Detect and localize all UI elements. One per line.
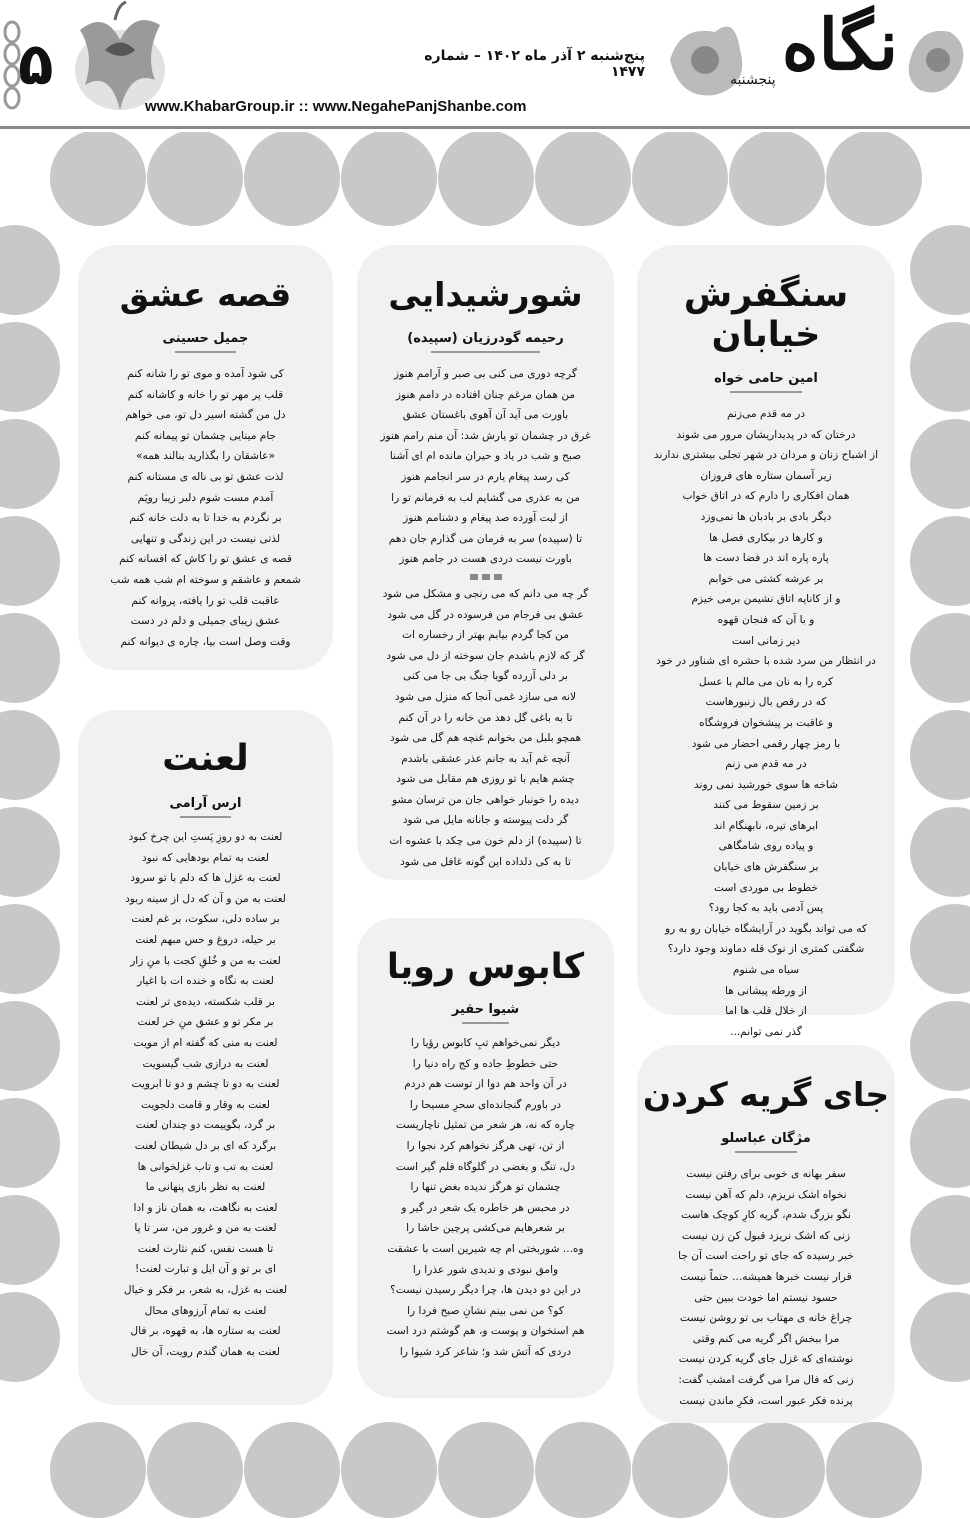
poem-line: عشق زیبای جمیلی و دلم در دست	[130, 615, 281, 628]
poem-line: خطوط بی موردی است	[714, 881, 818, 894]
poem-line: بر شعرهایم می‌کشی پرچین حاشا را	[406, 1222, 565, 1235]
decorative-circle	[910, 225, 970, 315]
poem-line: دیر زمانی است	[731, 634, 801, 647]
decorative-circle	[50, 130, 146, 226]
poem-line: دل، تنگ و بغضی در گلوگاه قلم گیر است	[395, 1160, 576, 1173]
poem-line: در محبس هر خاطره یک شعر در گیر و	[401, 1201, 570, 1214]
decorative-circle	[910, 322, 970, 412]
poem-line: برگرد که ای بر دل شیطان لعنت	[134, 1139, 277, 1152]
decorative-circle	[147, 130, 243, 226]
poem-line: دیگر بادی بر بادبان ها نمی‌وزد	[700, 510, 832, 523]
poem-line: گرچه دوری می کنی بی صبر و آرامم هنوز	[394, 368, 577, 380]
poem-line: تا (سپیده) از دلم خون می چکد با عشوه ات	[389, 835, 582, 848]
poem-line: کی رسد پیغام یارم در سر انجامم هنوز	[401, 470, 570, 483]
article-title: قصه عشق	[119, 275, 292, 314]
website-links[interactable]: www.KhabarGroup.ir :: www.NegahePanjShanbe.com	[145, 98, 527, 115]
poem-lines	[637, 404, 895, 1042]
poem-line: لعنت به من و آن که دل از سینه ربود	[125, 892, 286, 905]
article-shourshidaei	[357, 245, 614, 880]
poem-line: لعنت به دو تا چشم و دو تا ابرویت	[131, 1078, 280, 1091]
poem-line: لذتی نیست در این زندگی و تنهایی	[130, 532, 281, 545]
decorative-circle	[910, 1195, 970, 1285]
poem-line: قرار نیست خبرها همیشه... حتماً نیست	[680, 1270, 852, 1283]
poem-line: که می تواند بگوید در آرایشگاه خیابان رو به رو	[664, 922, 868, 935]
chain-ornament	[0, 20, 70, 120]
decorative-circle	[826, 1422, 922, 1518]
poem-line: لعنت به تب و تاب غزلخوانی ها	[137, 1160, 274, 1173]
poem-line: «عاشقان را بگذارید بنالند همه»	[136, 450, 275, 463]
poem-line: چاره که نه، هر شعر من تمثیل ناچاریست	[395, 1119, 576, 1132]
article-title: جای گریه کردن	[642, 1075, 890, 1114]
poem-line: در باورم گنجانده‌ای سحرِ مسیحا را	[409, 1098, 562, 1111]
poem-lines	[78, 827, 333, 1362]
poem-line: من به عذری می گشایم لب به فرمانم تو را	[391, 491, 580, 504]
decorative-circle	[341, 1422, 437, 1518]
poem-line: و با آن که فنجان قهوه	[717, 613, 815, 626]
poem-line: در انتظار من سرد شده با حشره ای شناور در خود	[656, 655, 876, 668]
article-ghesse-eshgh	[78, 245, 333, 670]
poem-line: تا به کی دلداده این گونه غافل می شود	[400, 855, 571, 868]
poem-line: لعنت به تمام آرزوهای محال	[144, 1304, 267, 1317]
poem-line: بر مکر تو و عشق منِ خر لعنت	[137, 1016, 274, 1029]
poem-line: هم استخوان و پوست و، هم گوشتم درد است	[386, 1325, 585, 1338]
header-rule	[0, 126, 970, 129]
poem-line: همچو بلبل من بخوانم غنچه هم گل می شود	[389, 732, 582, 745]
issue-date: پنج‌شنبه ۲ آذر ماه ۱۴۰۲ – شماره ۱۴۷۷	[424, 48, 645, 80]
article-author: رحیمه گودرزیان (سپیده)	[407, 331, 563, 350]
article-author: امین حامی خواه	[714, 371, 818, 390]
decorative-circle	[910, 807, 970, 897]
poem-line: حسود نیستم اما خودت ببین حتی	[694, 1291, 838, 1304]
poem-lines	[357, 1033, 614, 1363]
poem-line: جام مینایی چشمان تو پیمانه کنم	[134, 429, 277, 442]
decorative-circle	[910, 516, 970, 606]
poem-line: در مه قدم می‌زنم	[726, 408, 806, 420]
poem-line: زنی که اشک نریزد قبول کن زن نیست	[681, 1229, 851, 1242]
poem-line: با رمز چهار رقمی احضار می شود	[691, 737, 841, 750]
article-sangfarsh	[637, 245, 895, 1038]
decorative-circle	[910, 1292, 970, 1382]
poem-line: لعنت به نگاهت، به همان ناز و ادا	[133, 1201, 278, 1214]
article-title: کابوس رویا	[386, 947, 585, 987]
poem-line: از خلال قلب ها اما	[725, 1005, 807, 1018]
decorative-circle	[50, 1422, 146, 1518]
poem-line: بر گرد، بگوییمت دو چندان لعنت	[135, 1119, 276, 1132]
poem-line: لعنت به ستاره ها، به قهوه، بر فال	[130, 1325, 281, 1338]
poem-line: خبر رسیده که جای تو راحت است آن جا	[678, 1250, 854, 1263]
poem-line: قصه ی عشق تو را کاش که افسانه کنم	[119, 553, 292, 566]
poem-line: لذت عشق تو بی ناله ی مستانه کنم	[127, 470, 284, 483]
poem-line: آنچه غم آید به جانم عذر عشقی باشدم	[401, 752, 570, 765]
poem-lines	[78, 364, 333, 652]
decorative-circle	[0, 516, 60, 606]
poem-lines-part-2	[357, 584, 614, 872]
poem-line: شاخه ها سوی خورشید نمی روند	[693, 778, 839, 791]
poem-line: باورت می آید آن آهوی باغستان عشق	[402, 409, 569, 422]
article-author: مژگان عباسلو	[721, 1131, 811, 1150]
poem-line: از لبت آورده صد پیغام و دشنامم هنوز	[403, 512, 568, 525]
decorative-circle	[910, 1001, 970, 1091]
poem-line: شمعم و عاشقم و سوخته ام شب همه شب	[110, 573, 301, 586]
poem-line: بر دلی آزرده گویا جنگ بی جا می کنی	[403, 670, 568, 683]
poem-line: شگفتی کمتری از نوک قله دماوند وجود دارد؟	[667, 943, 865, 956]
poem-line: لعنت به درازی شب گیسویت	[142, 1057, 269, 1070]
decorative-circle	[729, 1422, 825, 1518]
poem-line: قلب پر مهر تو را خانه و کاشانه کنم	[127, 388, 284, 401]
poem-line: سفر بهانه ی خوبی برای رفتن نیست	[686, 1168, 846, 1180]
decorative-circle	[0, 1292, 60, 1382]
decorative-circle	[244, 130, 340, 226]
poem-line: در این دو دیدن ها، چرا دیگر رسیدن نیست؟	[390, 1284, 581, 1297]
poem-line: بر سنگفرش های خیابان	[713, 861, 819, 874]
decorative-circle	[0, 613, 60, 703]
poem-line: تا (سپیده) سر به فرمان می گذارم جان دهم	[388, 532, 583, 545]
poem-line: وه... شوربختی ام چه شیرین است با عشقت	[387, 1242, 584, 1255]
decorative-circle	[0, 322, 60, 412]
poem-line: لعنت به دو روزِ پَستِ این چرخ کبود	[128, 831, 283, 843]
poem-line: لعنت به من و خُلقِ کجت با منِ زار	[130, 954, 281, 967]
poem-line: زنی که فال مرا می گرفت امشب گفت:	[678, 1373, 854, 1386]
poem-line: نوشته‌ای که غزل جای گریه کردن نیست	[678, 1353, 854, 1366]
poem-line: لعنت به من و غرور من، سر تا پا	[134, 1222, 277, 1235]
poem-line: همان افکاری را دارم که در اتاق خواب	[682, 490, 850, 503]
decorative-circle	[341, 130, 437, 226]
poem-line: کو؟ من نمی بینم نشانِ صبح فردا را	[407, 1304, 564, 1317]
decorative-circle	[910, 904, 970, 994]
poem-line: لعنت به همان گندم رویت، آن خال	[130, 1345, 281, 1358]
article-author: جمیل حسینی	[163, 331, 249, 350]
poem-line: لعنت به تمام بودهایی که نبود	[141, 851, 270, 864]
poem-line: دیده را خونبار خواهی جان من ترسان مشو	[392, 793, 579, 806]
poem-line: دل من گشته اسیر دل تو، می خواهم	[125, 409, 286, 422]
poem-line: درختان که در پدیداریشان مرور می شوند	[676, 428, 856, 441]
poem-line: گر که لازم باشدم جان سوخته از دل می شود	[386, 649, 585, 662]
poem-line: صبح و شب در یاد و حیران مانده ام ای آشنا	[389, 450, 582, 463]
poem-line: بر قلب شکسته، دیده‌ی تر لعنت	[136, 995, 275, 1008]
decorative-circle	[0, 1001, 60, 1091]
poem-line: بر عرشه کشتی می خوابم	[708, 572, 824, 585]
decorative-circle	[0, 1098, 60, 1188]
poem-line: سیاه می شنوم	[732, 964, 800, 977]
poem-line: دردی که آتش شد و؛ شاعر کرد شیوا را	[399, 1345, 572, 1358]
poem-line: و از کاناپه اتاق نشیمن برمی خیزم	[691, 593, 841, 606]
poem-line: در مه قدم می زنم	[725, 758, 807, 771]
poem-line: تا به باغی گل دهد من خانه را در آن کنم	[398, 711, 573, 724]
decorative-circle	[0, 807, 60, 897]
poem-line: چشمان تو هرگز ندیده بغض تنها را	[410, 1181, 561, 1194]
poem-line: دیگر نمی‌خواهم تبِ کابوس رؤیا را	[410, 1037, 561, 1049]
decorative-circle	[438, 1422, 534, 1518]
poem-line: و عاقبت بر پیشخوان فروشگاه	[699, 716, 833, 729]
poem-line: از اشباح زنان و مردان در شهر تجلی بیشتری ندارند	[653, 449, 879, 462]
poem-line: پاره پاره اند در فضا دست ها	[703, 552, 829, 565]
poem-line: تا هست نفس، کنم نثارت لعنت	[137, 1242, 274, 1255]
masthead-logo: نگاه	[781, 3, 899, 86]
decorative-circle	[0, 710, 60, 800]
poem-line: لعنت به وقار و قامت دلجویت	[140, 1098, 271, 1111]
decorative-circle	[0, 225, 60, 315]
poem-line: چراغ خانه ی مهتاب بی تو روشن نیست	[679, 1312, 853, 1325]
poem-line: بر حیله، دروغ و حس مبهم لعنت	[135, 933, 276, 946]
decorative-circle	[244, 1422, 340, 1518]
poem-line: از ورطه پیشانی ها	[725, 984, 807, 997]
poem-lines-part-1	[357, 364, 614, 570]
poem-lines	[637, 1164, 895, 1411]
decorative-circle	[438, 130, 534, 226]
article-title: لعنت	[162, 738, 249, 779]
decorative-circle	[0, 1195, 60, 1285]
poem-line: و پیاده روی شامگاهی	[718, 840, 814, 853]
article-title: شورشیدایی	[388, 275, 583, 314]
decorative-circle	[910, 613, 970, 703]
poem-line: گر چه می دانم که می رنجی و مشکل می شود	[382, 587, 589, 600]
poem-line: لعنت به منی که گفته ام از مویت	[133, 1036, 278, 1049]
poem-line: ابرهای تیره، نابهنگام اند	[713, 819, 819, 832]
decorative-circle	[632, 1422, 728, 1518]
page-header	[0, 0, 970, 132]
decorative-circle	[910, 1098, 970, 1188]
poem-line: ای بر تو و آن ایل و تبارت لعنت!	[135, 1263, 276, 1276]
article-title: سنگفرش خیابان	[683, 275, 849, 355]
article-author: ارس آرامی	[169, 796, 241, 815]
decorative-circle	[535, 130, 631, 226]
poem-line: عشق بی فرجام من فرسوده در گل می شود	[387, 608, 584, 621]
poem-line: چشم هایم با تو روزی هم مقابل می شود	[396, 773, 575, 786]
decorative-circle	[535, 1422, 631, 1518]
article-jaye-gerye	[637, 1045, 895, 1423]
poem-line: عاقبت قلب تو را یافته، پروانه کنم	[131, 594, 280, 607]
poem-line: بر نگردم به خدا تا به دلت خانه کنم	[129, 512, 282, 525]
poem-line: لعنت به نگاه و خنده ات با اغیار	[137, 975, 274, 988]
poem-line: بر ساده دلی، سکوت، بر غم لعنت	[131, 913, 280, 926]
decorative-circle	[910, 419, 970, 509]
poem-line: کی شود آمده و موی تو را شانه کنم	[127, 368, 284, 380]
article-lanat	[78, 710, 333, 1405]
poem-line: زیر آسمان ستاره های فروزان	[700, 469, 832, 482]
poem-line: مرا ببخش اگر گریه می کنم وقتی	[692, 1332, 840, 1345]
poem-line: غرق در چشمان تو یارش شد: آن منم رامم هنوز	[380, 429, 591, 442]
poem-line: لانه می سازد غمی آنجا که منزل می شود	[394, 690, 577, 703]
poem-line: که در رقص بال زنبورهاست	[705, 696, 827, 709]
poem-line: گذر نمی توانم...	[730, 1025, 802, 1038]
decorative-circle	[147, 1422, 243, 1518]
decorative-circle	[826, 130, 922, 226]
poem-line: در آن واحد هم دوا از توست هم دردم	[404, 1078, 567, 1091]
poem-line: نخواه اشک نریزم، دلم که آهن نیست	[685, 1188, 847, 1201]
masthead-subtitle: پنجشنبه	[730, 72, 776, 88]
poem-line: نگو بزرگ شدم، گریه کارِ کوچک هاست	[681, 1209, 851, 1222]
poem-line: لعنت به غزل ها که دلم با تو سرود	[130, 872, 281, 885]
poem-line: آمدم مست شوم دلبر زیبا رویَم	[137, 491, 274, 504]
poem-line: گر دلت پیوسته و جانانه مایل می شود	[402, 814, 569, 827]
poem-line: و کارها در بیکاری فصل ها	[709, 531, 823, 544]
decorative-circle	[0, 419, 60, 509]
article-kabous	[357, 918, 614, 1398]
poem-line: از تن، تهی هرگز نخواهم کرد نجوا را	[406, 1139, 565, 1152]
poem-line: پس آدمی باید به کجا رود؟	[708, 902, 824, 915]
decorative-circle	[632, 130, 728, 226]
poem-line: کره را به نان می مالم با عسل	[698, 675, 834, 688]
article-author: شیوا حقیر	[452, 1002, 519, 1021]
poem-line: باورت نیست دردی هست در جامم هنوز	[399, 553, 572, 566]
poem-line: لعنت به نظر بازی پنهانی ما	[145, 1181, 266, 1194]
decorative-circle	[0, 904, 60, 994]
poem-line: بر زمین سقوط می کنند	[713, 799, 819, 812]
poem-line: پرنده فکر عبور است، فکرِ ماندن نیست	[679, 1394, 853, 1407]
poem-line: وقت وصل است بیا، چاره ی دیوانه کنم	[120, 635, 291, 648]
poem-line: حتی خطوطِ جاده و کج راه دنیا را	[412, 1057, 559, 1070]
poem-line: من همان مرغم چنان افتاده در دامم هنوز	[395, 388, 576, 401]
section-separator	[357, 574, 614, 582]
poem-line: من کجا گردم بیابم بهتر از رخساره ات	[402, 629, 569, 642]
page-number: ۵	[18, 30, 54, 98]
decorative-circle	[729, 130, 825, 226]
poem-line: لعنت به غزل، به شعر، بر فکر و خیال	[123, 1284, 288, 1297]
poem-line: وامق نبودی و ندیدی شور عذرا را	[412, 1263, 559, 1276]
decorative-circle	[910, 710, 970, 800]
